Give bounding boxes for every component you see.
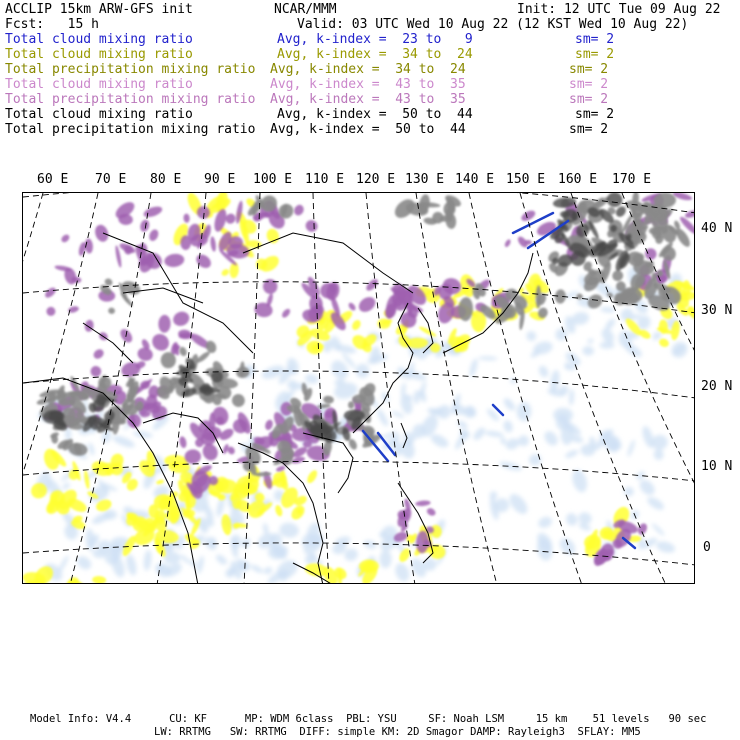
- purple-cloud-patch: [43, 286, 57, 300]
- organization-label: NCAR/MMM: [274, 2, 337, 17]
- yellow-cloud-patch: [83, 470, 90, 489]
- purple-cloud-patch: [504, 238, 512, 248]
- legend-row-avg: Avg, k-index = 43 to 35: [270, 77, 466, 92]
- legend-row-sm: sm= 2: [575, 47, 615, 62]
- light-cloud-patch: [111, 433, 136, 450]
- physics-info-line: LW: RRTMG SW: RRTMG DIFF: simple KM: 2D Smagor DAMP: Rayleigh3 SFLAY: MM5: [154, 726, 641, 738]
- yellow-cloud-patch: [305, 469, 319, 485]
- yellow-cloud-patch: [42, 447, 62, 472]
- light-cloud-patch: [214, 553, 229, 567]
- yellow-cloud-patch: [156, 479, 165, 485]
- light-cloud-patch: [304, 373, 319, 385]
- light-cloud-patch: [600, 342, 615, 349]
- yellow-cloud-patch: [274, 504, 284, 517]
- light-cloud-patch: [564, 448, 579, 459]
- light-cloud-patch: [506, 491, 531, 517]
- purple-cloud-patch: [183, 213, 190, 223]
- purple-cloud-patch: [281, 307, 292, 319]
- light-cloud-patch: [391, 410, 405, 419]
- weather-map: [22, 192, 695, 584]
- latitude-label: 30 N: [701, 303, 733, 318]
- light-cloud-patch: [651, 522, 666, 537]
- purple-cloud-patch: [158, 315, 171, 333]
- longitude-label: 90 E: [204, 172, 236, 187]
- longitude-label: 100 E: [253, 172, 293, 187]
- longitude-label: 140 E: [455, 172, 495, 187]
- light-cloud-patch: [600, 306, 615, 313]
- valid-time: Valid: 03 UTC Wed 10 Aug 22 (12 KST Wed 10 Aug 22): [297, 17, 689, 32]
- latitude-label: 10 N: [701, 459, 733, 474]
- longitude-label: 70 E: [95, 172, 127, 187]
- legend-row-sm: sm= 2: [569, 122, 609, 137]
- purple-cloud-patch: [171, 309, 191, 328]
- light-cloud-patch: [468, 358, 479, 378]
- legend-row-sm: sm= 2: [569, 77, 609, 92]
- light-cloud-patch: [502, 419, 514, 433]
- legend-row-avg: Avg, k-index = 50 to 44: [277, 107, 473, 122]
- light-cloud-patch: [478, 356, 497, 361]
- light-cloud-patch: [355, 363, 369, 378]
- light-cloud-patch: [180, 553, 191, 564]
- model-title: ACCLIP 15km ARW-GFS init: [5, 2, 193, 17]
- purple-cloud-patch: [426, 507, 437, 517]
- light-cloud-patch: [537, 364, 550, 379]
- purple-cloud-patch: [60, 233, 71, 244]
- purple-cloud-patch: [303, 218, 319, 234]
- legend-row-field: Total precipitation mixing ratio: [5, 122, 256, 137]
- light-cloud-patch: [143, 550, 153, 571]
- dark-cloud-patch: [607, 193, 623, 207]
- light-cloud-patch: [279, 522, 300, 539]
- light-cloud-patch: [363, 538, 378, 550]
- yellow-cloud-patch: [658, 337, 670, 348]
- purple-cloud-patch: [264, 419, 274, 431]
- light-cloud-patch: [542, 429, 561, 448]
- longitude-label: 120 E: [356, 172, 396, 187]
- purple-cloud-patch: [292, 203, 305, 217]
- purple-cloud-patch: [520, 209, 537, 224]
- purple-cloud-patch: [356, 294, 378, 315]
- longitude-line: [416, 193, 497, 584]
- model-info-line: Model Info: V4.4 CU: KF MP: WDM 6class PBL: YSU SF: Noah LSM 15 km 51 levels 90 sec: [30, 713, 707, 725]
- legend-row-avg: Avg, k-index = 23 to 9: [277, 32, 473, 47]
- light-cloud-patch: [163, 551, 181, 565]
- yellow-cloud-patch: [350, 318, 362, 331]
- forecast-hour: Fcst: 15 h: [5, 17, 99, 32]
- purple-cloud-patch: [684, 209, 695, 219]
- purple-cloud-patch: [415, 500, 431, 507]
- light-cloud-patch: [125, 553, 139, 576]
- light-cloud-patch: [504, 437, 521, 452]
- purple-cloud-patch: [364, 277, 380, 293]
- light-cloud-patch: [524, 329, 538, 343]
- light-cloud-patch: [516, 401, 532, 421]
- light-cloud-patch: [653, 449, 664, 461]
- legend-row-sm: sm= 2: [575, 107, 615, 122]
- light-cloud-patch: [655, 539, 677, 554]
- yellow-cloud-patch: [306, 340, 324, 355]
- light-cloud-patch: [435, 402, 454, 421]
- longitude-label: 60 E: [37, 172, 69, 187]
- light-cloud-patch: [413, 390, 420, 404]
- light-cloud-patch: [196, 555, 206, 574]
- light-cloud-patch: [624, 486, 635, 496]
- map-canvas: [23, 193, 695, 584]
- light-cloud-patch: [61, 481, 71, 490]
- light-cloud-patch: [375, 408, 390, 428]
- legend-row-field: Total cloud mixing ratio: [5, 107, 193, 122]
- light-cloud-patch: [485, 430, 505, 439]
- yellow-cloud-patch: [220, 268, 230, 278]
- blue-field-layer: [363, 213, 635, 548]
- light-cloud-patch: [553, 407, 573, 422]
- light-cloud-patch: [471, 426, 487, 443]
- yellow-cloud-patch: [73, 583, 88, 584]
- purple-cloud-patch: [114, 245, 122, 268]
- light-cloud-patch: [577, 510, 594, 526]
- light-cloud-patch: [637, 477, 658, 498]
- legend-row-field: Total cloud mixing ratio: [5, 47, 193, 62]
- legend-row-field: Total precipitation mixing ratio: [5, 92, 256, 107]
- latitude-label: 0: [703, 540, 711, 555]
- light-cloud-patch: [568, 389, 574, 406]
- light-cloud-patch: [263, 566, 274, 575]
- light-cloud-patch: [570, 468, 590, 494]
- light-cloud-patch: [582, 346, 594, 356]
- light-cloud-patch: [87, 442, 95, 456]
- legend-row-avg: Avg, k-index = 34 to 24: [270, 62, 466, 77]
- purple-cloud-patch: [179, 436, 188, 449]
- latitude-label: 20 N: [701, 379, 733, 394]
- purple-cloud-patch: [90, 366, 101, 378]
- purple-cloud-patch: [142, 204, 163, 219]
- gray-cloud-patch: [323, 395, 335, 404]
- light-cloud-patch: [498, 460, 522, 473]
- legend-row-avg: Avg, k-index = 50 to 44: [270, 122, 466, 137]
- purple-cloud-patch: [148, 228, 161, 242]
- longitude-label: 160 E: [558, 172, 598, 187]
- purple-cloud-patch: [163, 253, 185, 269]
- gray-cloud-patch: [229, 392, 247, 410]
- yellow-cloud-patch: [418, 325, 437, 338]
- purple-cloud-patch: [275, 465, 286, 473]
- legend-row-avg: Avg, k-index = 34 to 24: [277, 47, 473, 62]
- light-cloud-patch: [500, 437, 507, 445]
- longitude-label: 110 E: [305, 172, 345, 187]
- purple-cloud-patch: [149, 331, 173, 355]
- light-cloud-patch: [393, 561, 412, 583]
- purple-cloud-patch: [303, 441, 312, 448]
- purple-cloud-patch: [92, 347, 106, 360]
- longitude-label: 150 E: [506, 172, 546, 187]
- purple-cloud-patch: [347, 301, 357, 311]
- light-cloud-patch: [502, 396, 518, 412]
- legend-row-field: Total cloud mixing ratio: [5, 77, 193, 92]
- yellow-cloud-patch: [265, 227, 281, 245]
- light-cloud-patch: [250, 563, 265, 574]
- purple-cloud-patch: [262, 278, 278, 294]
- yellow-cloud-patch: [92, 576, 107, 584]
- purple-cloud-patch: [46, 307, 55, 316]
- light-cloud-patch: [429, 432, 451, 450]
- legend-row-avg: Avg, k-index = 43 to 35: [270, 92, 466, 107]
- legend-row-sm: sm= 2: [569, 62, 609, 77]
- light-cloud-patch: [399, 393, 415, 415]
- purple-cloud-patch: [84, 319, 95, 332]
- light-cloud-patch: [587, 338, 594, 344]
- legend-row-field: Total precipitation mixing ratio: [5, 62, 256, 77]
- light-cloud-patch: [379, 550, 391, 568]
- gray-cloud-patch: [108, 307, 116, 314]
- light-cloud-patch: [557, 535, 579, 558]
- init-time: Init: 12 UTC Tue 09 Aug 22: [517, 2, 721, 17]
- light-cloud-patch: [650, 433, 669, 451]
- light-cloud-patch: [626, 439, 636, 457]
- light-cloud-patch: [564, 512, 579, 528]
- light-cloud-patch: [518, 435, 529, 447]
- longitude-label: 170 E: [612, 172, 652, 187]
- yellow-cloud-patch: [232, 494, 241, 509]
- purple-cloud-patch: [210, 236, 217, 252]
- purple-cloud-patch: [194, 252, 214, 271]
- legend-row-sm: sm= 2: [569, 92, 609, 107]
- longitude-label: 130 E: [405, 172, 445, 187]
- purple-cloud-patch: [93, 223, 111, 244]
- longitude-line: [23, 193, 43, 584]
- yellow-cloud-patch: [220, 514, 232, 536]
- legend-row-sm: sm= 2: [575, 32, 615, 47]
- light-cloud-patch: [537, 515, 554, 530]
- latitude-label: 40 N: [701, 221, 733, 236]
- legend-row-field: Total cloud mixing ratio: [5, 32, 193, 47]
- light-cloud-patch: [645, 495, 666, 513]
- light-cloud-patch: [528, 453, 542, 467]
- longitude-label: 80 E: [150, 172, 182, 187]
- purple-cloud-patch: [139, 219, 151, 233]
